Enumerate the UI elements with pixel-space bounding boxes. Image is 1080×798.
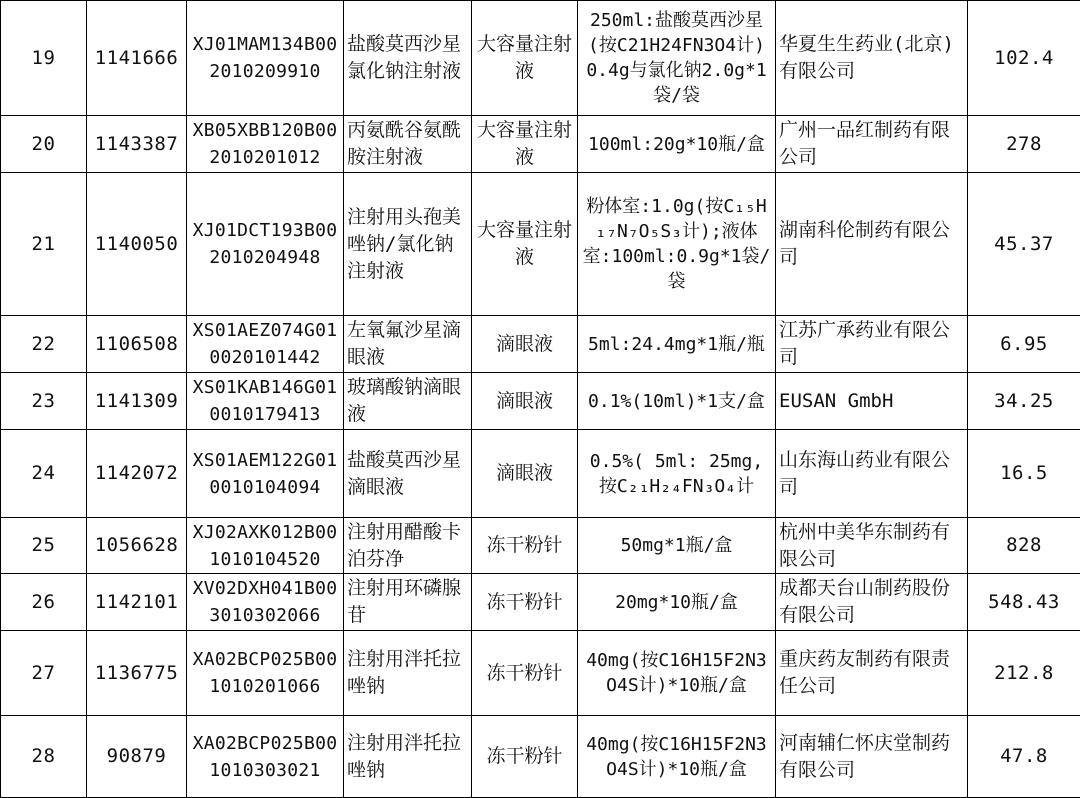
cell-dosage-form: 冻干粉针 [472, 518, 578, 574]
table-row [1, 631, 1080, 716]
cell-price: 548.43 [968, 574, 1080, 631]
cell-drug-name: 注射用泮托拉唑钠 [344, 716, 472, 798]
cell-drug-name: 注射用环磷腺苷 [344, 574, 472, 631]
cell-seq: 21 [1, 173, 87, 316]
cell-spec: 40mg(按C16H15F2N3O4S计)*10瓶/盒 [578, 716, 776, 798]
cell-seq: 26 [1, 574, 87, 631]
cell-dosage-form: 滴眼液 [472, 430, 578, 518]
cell-drug-name: 玻璃酸钠滴眼液 [344, 373, 472, 430]
cell-dosage-form: 滴眼液 [472, 373, 578, 430]
cell-code: XS01AEZ074G010020101442 [187, 316, 344, 373]
cell-price: 212.8 [968, 631, 1080, 716]
table-row [1, 430, 1080, 518]
cell-seq: 20 [1, 116, 87, 173]
cell-spec: 0.1%(10ml)*1支/盒 [578, 373, 776, 430]
cell-spec: 50mg*1瓶/盒 [578, 518, 776, 574]
cell-company: 杭州中美华东制药有限公司 [776, 518, 968, 574]
cell-code: XJ01MAM134B002010209910 [187, 1, 344, 116]
cell-spec: 40mg(按C16H15F2N3O4S计)*10瓶/盒 [578, 631, 776, 716]
cell-company: 湖南科伦制药有限公司 [776, 173, 968, 316]
cell-price: 278 [968, 116, 1080, 173]
cell-dosage-form: 大容量注射液 [472, 116, 578, 173]
cell-drug-name: 注射用泮托拉唑钠 [344, 631, 472, 716]
cell-seq: 25 [1, 518, 87, 574]
cell-price: 45.37 [968, 173, 1080, 316]
cell-spec: 0.5%( 5ml: 25mg,按C₂₁H₂₄FN₃O₄计 [578, 430, 776, 518]
cell-code: XJ01DCT193B002010204948 [187, 173, 344, 316]
cell-id: 1056628 [87, 518, 187, 574]
cell-company: EUSAN GmbH [776, 373, 968, 430]
cell-id: 1141309 [87, 373, 187, 430]
cell-spec: 100ml:20g*10瓶/盒 [578, 116, 776, 173]
cell-code: XA02BCP025B001010201066 [187, 631, 344, 716]
cell-company: 江苏广承药业有限公司 [776, 316, 968, 373]
cell-code: XS01KAB146G010010179413 [187, 373, 344, 430]
cell-id: 1143387 [87, 116, 187, 173]
cell-id: 1141666 [87, 1, 187, 116]
cell-company: 成都天台山制药股份有限公司 [776, 574, 968, 631]
cell-seq: 24 [1, 430, 87, 518]
cell-dosage-form: 冻干粉针 [472, 716, 578, 798]
cell-spec: 20mg*10瓶/盒 [578, 574, 776, 631]
table-row [1, 574, 1080, 631]
cell-drug-name: 左氧氟沙星滴眼液 [344, 316, 472, 373]
cell-company: 河南辅仁怀庆堂制药有限公司 [776, 716, 968, 798]
cell-price: 102.4 [968, 1, 1080, 116]
cell-code: XS01AEM122G010010104094 [187, 430, 344, 518]
table-row [1, 1, 1080, 116]
cell-dosage-form: 冻干粉针 [472, 574, 578, 631]
cell-company: 重庆药友制药有限责任公司 [776, 631, 968, 716]
cell-price: 34.25 [968, 373, 1080, 430]
cell-price: 6.95 [968, 316, 1080, 373]
cell-drug-name: 注射用头孢美唑钠/氯化钠注射液 [344, 173, 472, 316]
table-row [1, 173, 1080, 316]
table-row [1, 116, 1080, 173]
cell-seq: 23 [1, 373, 87, 430]
cell-dosage-form: 滴眼液 [472, 316, 578, 373]
cell-code: XB05XBB120B002010201012 [187, 116, 344, 173]
cell-price: 828 [968, 518, 1080, 574]
cell-company: 广州一品红制药有限公司 [776, 116, 968, 173]
cell-dosage-form: 大容量注射液 [472, 1, 578, 116]
table-row [1, 316, 1080, 373]
table-row [1, 373, 1080, 430]
cell-id: 1142072 [87, 430, 187, 518]
cell-drug-name: 丙氨酰谷氨酰胺注射液 [344, 116, 472, 173]
cell-drug-name: 盐酸莫西沙星滴眼液 [344, 430, 472, 518]
cell-price: 16.5 [968, 430, 1080, 518]
cell-id: 1140050 [87, 173, 187, 316]
cell-id: 90879 [87, 716, 187, 798]
cell-company: 山东海山药业有限公司 [776, 430, 968, 518]
cell-code: XA02BCP025B001010303021 [187, 716, 344, 798]
cell-spec: 250ml:盐酸莫西沙星(按C21H24FN3O4计)0.4g与氯化钠2.0g*1袋/袋 [578, 1, 776, 116]
cell-company: 华夏生生药业(北京)有限公司 [776, 1, 968, 116]
cell-id: 1136775 [87, 631, 187, 716]
cell-seq: 28 [1, 716, 87, 798]
cell-id: 1142101 [87, 574, 187, 631]
cell-spec: 5ml:24.4mg*1瓶/瓶 [578, 316, 776, 373]
cell-dosage-form: 大容量注射液 [472, 173, 578, 316]
cell-spec: 粉体室:1.0g(按C₁₅H₁₇N₇O₅S₃计);液体室:100ml:0.9g*1袋/袋 [578, 173, 776, 316]
cell-seq: 22 [1, 316, 87, 373]
cell-seq: 27 [1, 631, 87, 716]
cell-drug-name: 注射用醋酸卡泊芬净 [344, 518, 472, 574]
cell-dosage-form: 冻干粉针 [472, 631, 578, 716]
cell-price: 47.8 [968, 716, 1080, 798]
cell-code: XV02DXH041B003010302066 [187, 574, 344, 631]
table-row [1, 716, 1080, 798]
cell-code: XJ02AXK012B001010104520 [187, 518, 344, 574]
cell-drug-name: 盐酸莫西沙星氯化钠注射液 [344, 1, 472, 116]
table-row [1, 518, 1080, 574]
cell-id: 1106508 [87, 316, 187, 373]
cell-seq: 19 [1, 1, 87, 116]
